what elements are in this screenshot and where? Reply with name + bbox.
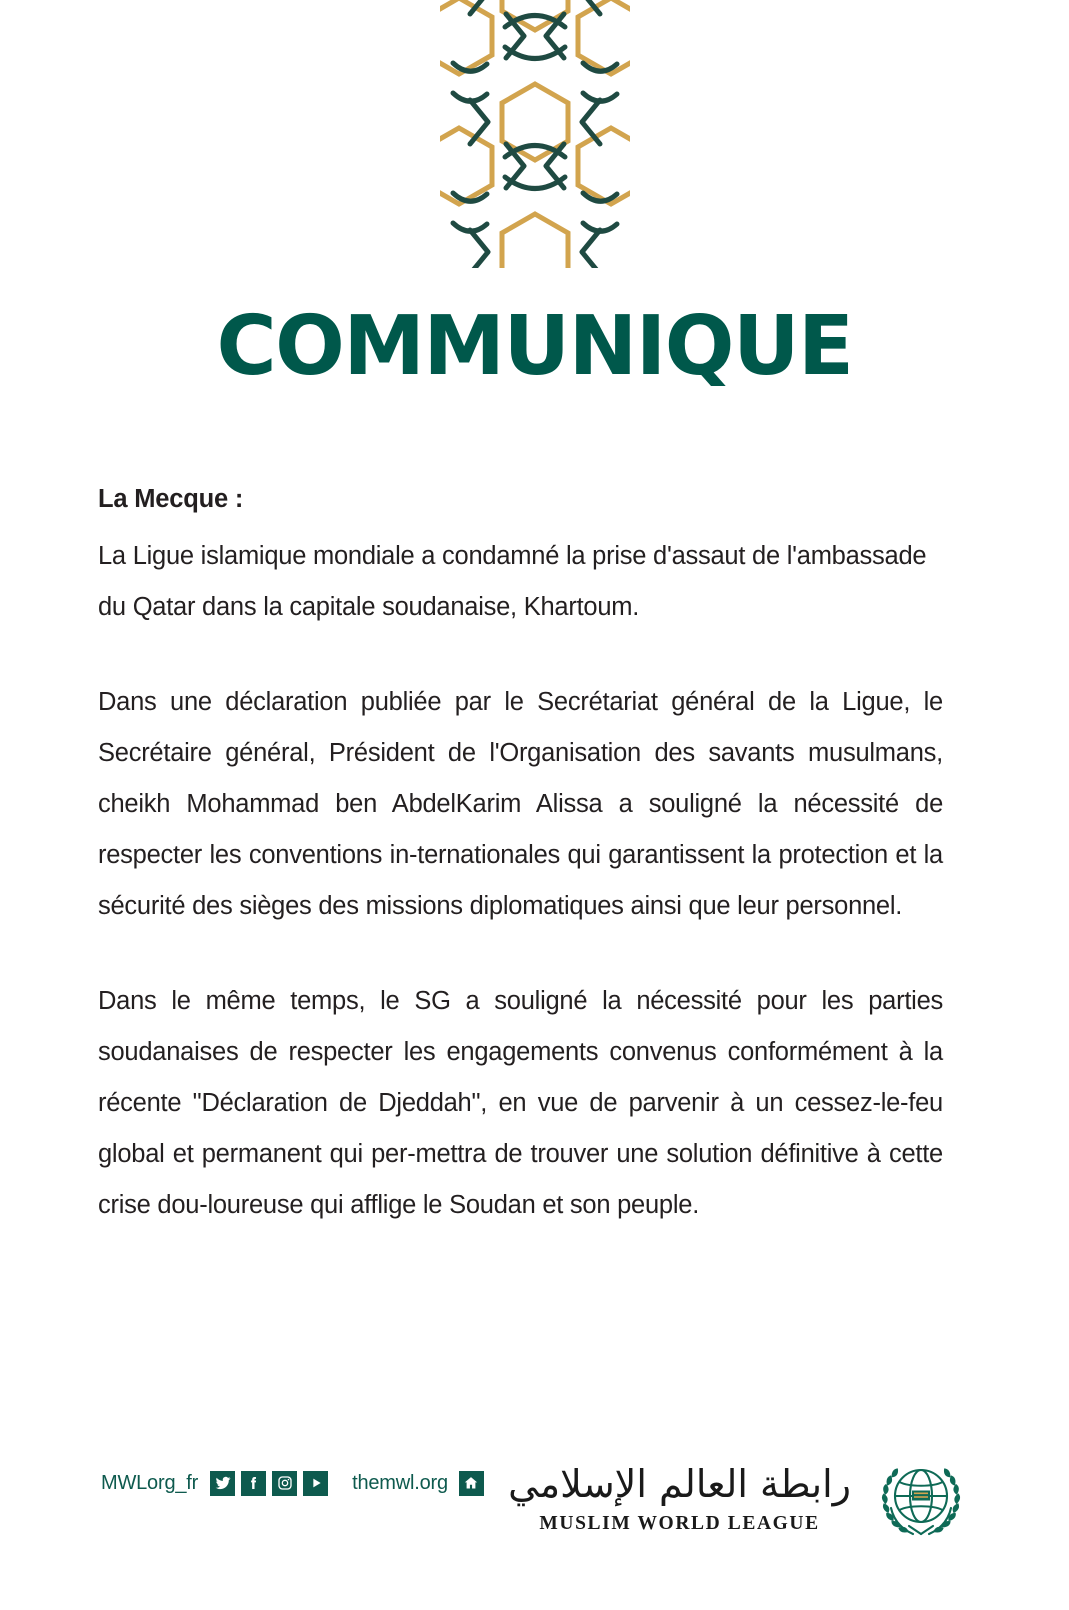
hexagon-ornament-pattern: [0, 0, 1069, 268]
article-body: [98, 487, 943, 1231]
footer: [0, 1432, 1069, 1610]
paragraph-2: Dans une déclaration publiée par le Secrétariat général de la Ligue, le Secrétaire général, Président de l'Organisation des savants musulmans, cheikh Mohammad ben AbdelKarim Alissa a souligné la nécessité de respecter les conventions in-ternationales qui garantissent la protection et la sécurité des sièges des missions diplomatiques ainsi que leur personnel.: [98, 687, 943, 920]
website-label: themwl.org: [352, 1472, 448, 1494]
dateline-label: La Mecque :: [98, 485, 244, 513]
facebook-icon[interactable]: [241, 1471, 266, 1496]
paragraph-spacer: [98, 932, 943, 976]
globe-laurel-emblem-icon: [869, 1446, 973, 1550]
home-icon[interactable]: [459, 1471, 484, 1496]
mwl-logo: [508, 1446, 973, 1550]
logo-arabic-name: رابطة العالم الإسلامي: [508, 1462, 851, 1507]
twitter-icon[interactable]: [210, 1471, 235, 1496]
social-handle-label: MWLorg_fr: [101, 1472, 199, 1494]
paragraph-1: La Ligue islamique mondiale a condamné la prise d'assaut de l'ambassade du Qatar dans la capitale soudanaise, Khartoum.: [98, 541, 927, 621]
social-links-row: [101, 1468, 484, 1498]
logo-latin-name: MUSLIM WORLD LEAGUE: [539, 1512, 820, 1534]
paragraph-spacer: [98, 633, 943, 677]
page-title: COMMUNIQUE: [216, 299, 853, 394]
paragraph-3: Dans le même temps, le SG a souligné la nécessité pour les parties soudanaises de respecter les engagements convenus conformément à la récente "Déclaration de Djeddah", en vue de parvenir à un cessez-le-feu global et permanent qui per-mettra de trouver une solution définitive à cette crise dou-loureuse qui afflige le Soudan et son peuple.: [98, 986, 943, 1219]
youtube-icon[interactable]: [303, 1471, 328, 1496]
logo-wordmark: [508, 1461, 851, 1535]
instagram-icon[interactable]: [272, 1471, 297, 1496]
